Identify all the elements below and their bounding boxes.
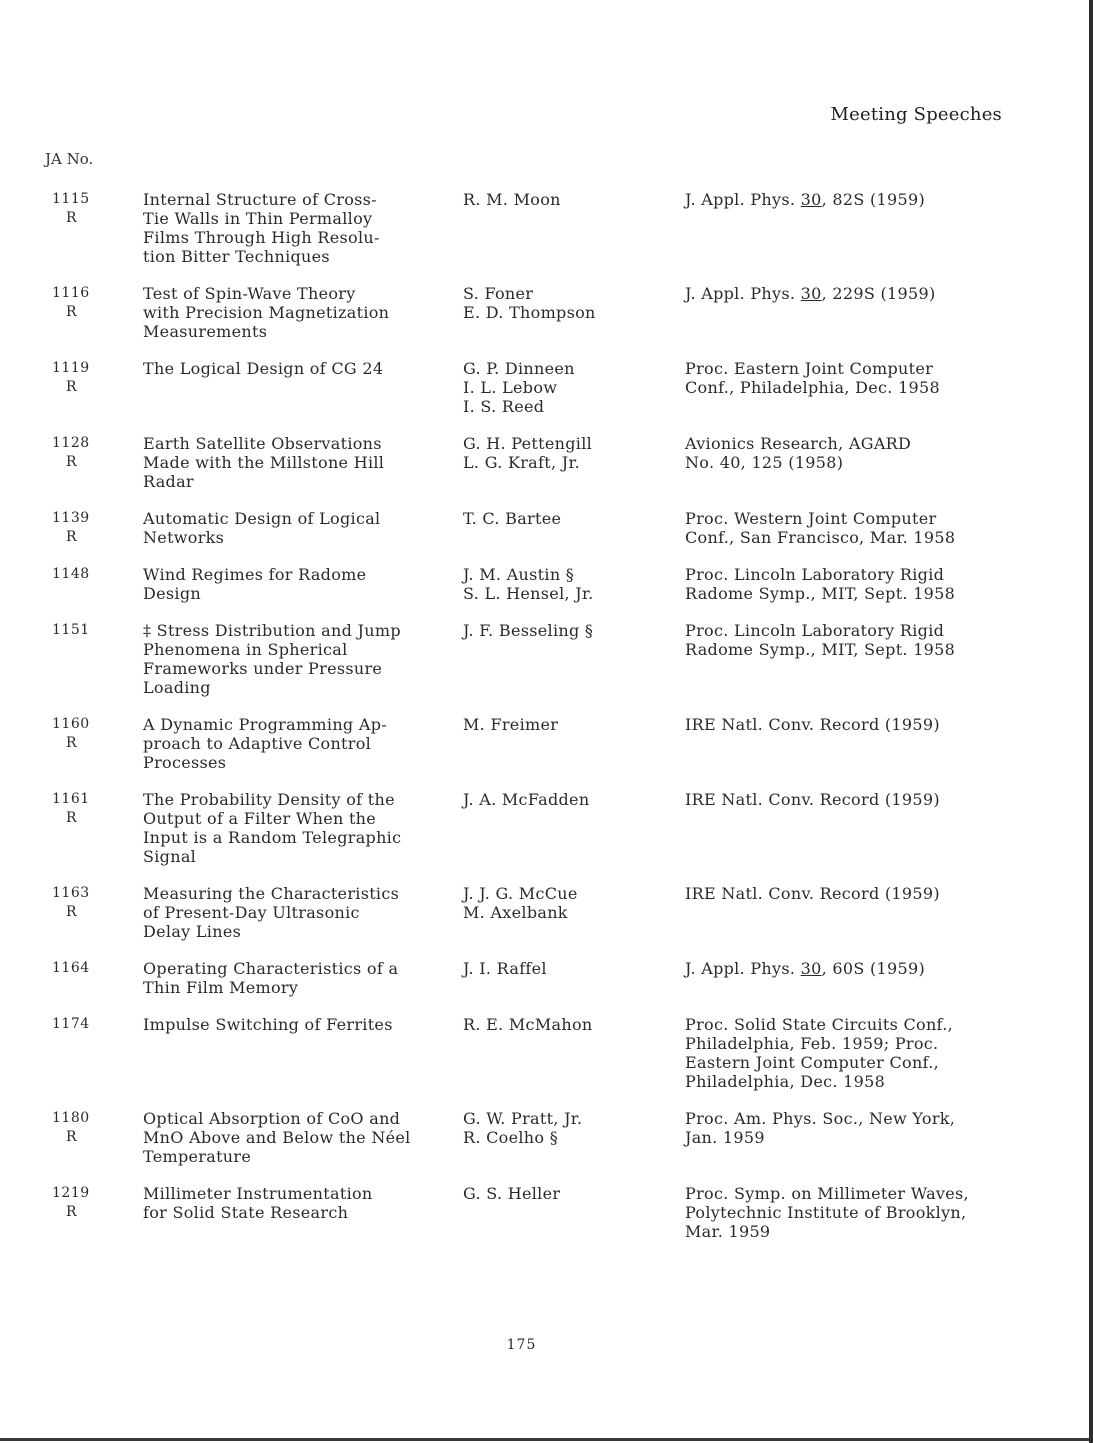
title-line: Output of a Filter When the	[143, 809, 377, 828]
speech-authors	[462, 190, 685, 266]
reference-line	[685, 284, 1015, 303]
author-name: I. S. Reed	[463, 397, 545, 416]
title-line: with Precision Magnetization	[143, 303, 390, 322]
title-line: Tie Walls in Thin Permalloy	[143, 209, 373, 228]
author-name: R. M. Moon	[463, 190, 561, 209]
speech-authors	[462, 509, 685, 547]
speech-reference	[685, 509, 1015, 547]
speech-title	[140, 621, 462, 697]
ja-number-cell	[0, 565, 140, 603]
speech-reference	[685, 359, 1015, 416]
author-name: S. L. Hensel, Jr.	[463, 584, 594, 603]
list-item	[0, 284, 1093, 341]
ja-number: 1163	[52, 885, 90, 901]
reference-line	[685, 359, 1015, 378]
title-line: Measuring the Characteristics	[143, 884, 400, 903]
author-name: G. W. Pratt, Jr.	[463, 1109, 583, 1128]
list-item	[0, 1015, 1093, 1091]
author-name: R. E. McMahon	[463, 1015, 593, 1034]
list-item	[0, 359, 1093, 416]
reference-line	[685, 565, 1015, 584]
author-name: J. F. Besseling §	[463, 621, 594, 640]
speech-authors	[462, 1184, 685, 1241]
title-line: Millimeter Instrumentation	[143, 1184, 373, 1203]
speech-reference	[685, 790, 1015, 866]
author-name: L. G. Kraft, Jr.	[463, 453, 581, 472]
speech-reference	[685, 1109, 1015, 1166]
list-item	[0, 884, 1093, 941]
list-item	[0, 565, 1093, 603]
reference-text: J. Appl. Phys.	[685, 190, 801, 209]
column-label-ja-no: JA No.	[45, 150, 94, 168]
speech-title	[140, 284, 462, 341]
speech-title	[140, 715, 462, 772]
reference-text: Avionics Research, AGARD	[685, 434, 912, 453]
author-name: R. Coelho §	[463, 1128, 559, 1147]
ja-suffix: R	[66, 529, 78, 545]
title-line: Films Through High Resolu-	[143, 228, 380, 247]
list-item	[0, 434, 1093, 491]
author-name: S. Foner	[463, 284, 534, 303]
speech-reference	[685, 715, 1015, 772]
reference-text: No. 40, 125 (1958)	[685, 453, 844, 472]
title-line: Test of Spin-Wave Theory	[143, 284, 356, 303]
author-name: J. A. McFadden	[463, 790, 590, 809]
reference-line	[685, 378, 1015, 397]
volume-number: 30	[800, 959, 822, 978]
scan-edge	[1089, 0, 1093, 1443]
page-number: 175	[506, 1337, 537, 1353]
volume-number: 30	[800, 190, 822, 209]
reference-text: Proc. Western Joint Computer	[685, 509, 937, 528]
reference-pages: , 60S (1959)	[821, 959, 926, 978]
title-line: Loading	[143, 678, 211, 697]
reference-text: IRE Natl. Conv. Record (1959)	[685, 790, 940, 809]
ja-number-cell	[0, 1184, 140, 1241]
speech-title	[140, 190, 462, 266]
speech-reference	[685, 621, 1015, 697]
title-line: MnO Above and Below the Néel	[143, 1128, 411, 1147]
ja-number-cell	[0, 509, 140, 547]
list-item	[0, 959, 1093, 997]
reference-line	[685, 434, 1015, 453]
ja-number-cell	[0, 1109, 140, 1166]
author-name: M. Axelbank	[463, 903, 568, 922]
reference-text: Conf., Philadelphia, Dec. 1958	[685, 378, 940, 397]
speech-reference	[685, 1184, 1015, 1241]
reference-line	[685, 884, 1015, 903]
list-item	[0, 509, 1093, 547]
reference-line	[685, 190, 1015, 209]
title-line: Optical Absorption of CoO and	[143, 1109, 401, 1128]
reference-line	[685, 1053, 1015, 1072]
reference-text: Radome Symp., MIT, Sept. 1958	[685, 640, 956, 659]
ja-suffix: R	[66, 904, 78, 920]
speech-authors	[462, 959, 685, 997]
title-line: Automatic Design of Logical	[143, 509, 381, 528]
reference-text: Eastern Joint Computer Conf.,	[685, 1053, 939, 1072]
title-line: Phenomena in Spherical	[143, 640, 348, 659]
list-item	[0, 621, 1093, 697]
bottom-rule	[0, 1438, 1093, 1441]
speech-authors	[462, 884, 685, 941]
ja-number-cell	[0, 1015, 140, 1091]
reference-text: Radome Symp., MIT, Sept. 1958	[685, 584, 956, 603]
ja-number: 1139	[52, 510, 90, 526]
author-name: J. I. Raffel	[463, 959, 547, 978]
author-name: I. L. Lebow	[463, 378, 558, 397]
list-item	[0, 715, 1093, 772]
ja-number: 1148	[52, 566, 90, 582]
section-title: Meeting Speeches	[830, 104, 1002, 125]
reference-text: IRE Natl. Conv. Record (1959)	[685, 715, 940, 734]
reference-line	[685, 1109, 1015, 1128]
reference-pages: , 229S (1959)	[821, 284, 936, 303]
speech-title	[140, 1109, 462, 1166]
author-name: G. S. Heller	[463, 1184, 561, 1203]
title-line: Internal Structure of Cross-	[143, 190, 377, 209]
ja-number: 1160	[52, 716, 90, 732]
reference-line	[685, 1128, 1015, 1147]
speech-title	[140, 359, 462, 416]
reference-text: Proc. Am. Phys. Soc., New York,	[685, 1109, 956, 1128]
reference-text: Philadelphia, Dec. 1958	[685, 1072, 886, 1091]
reference-text: Proc. Lincoln Laboratory Rigid	[685, 565, 945, 584]
ja-number: 1128	[52, 435, 90, 451]
ja-number: 1116	[52, 285, 90, 301]
title-line: tion Bitter Techniques	[143, 247, 330, 266]
reference-text: Proc. Solid State Circuits Conf.,	[685, 1015, 953, 1034]
ja-number: 1115	[52, 191, 90, 207]
ja-number: 1180	[52, 1110, 90, 1126]
ja-number-cell	[0, 884, 140, 941]
reference-text: J. Appl. Phys.	[685, 284, 801, 303]
ja-suffix: R	[66, 1129, 78, 1145]
speech-reference	[685, 565, 1015, 603]
ja-number-cell	[0, 790, 140, 866]
author-name: E. D. Thompson	[463, 303, 596, 322]
speech-authors	[462, 1109, 685, 1166]
speech-reference	[685, 1015, 1015, 1091]
reference-text: Mar. 1959	[685, 1222, 771, 1241]
speech-title	[140, 790, 462, 866]
ja-number: 1164	[52, 960, 90, 976]
reference-line	[685, 453, 1015, 472]
title-line: Wind Regimes for Radome	[143, 565, 367, 584]
author-name: M. Freimer	[463, 715, 559, 734]
speech-title	[140, 565, 462, 603]
reference-line	[685, 1034, 1015, 1053]
ja-suffix: R	[66, 379, 78, 395]
title-line: A Dynamic Programming Ap-	[143, 715, 387, 734]
title-line: Design	[143, 584, 201, 603]
reference-text: J. Appl. Phys.	[685, 959, 801, 978]
title-line: for Solid State Research	[143, 1203, 349, 1222]
title-line: Temperature	[143, 1147, 252, 1166]
ja-number-cell	[0, 959, 140, 997]
title-line: ‡ Stress Distribution and Jump	[143, 621, 401, 640]
title-line: Processes	[143, 753, 227, 772]
ja-number-cell	[0, 190, 140, 266]
ja-number-cell	[0, 359, 140, 416]
reference-line	[685, 509, 1015, 528]
reference-text: Proc. Eastern Joint Computer	[685, 359, 934, 378]
author-name: J. M. Austin §	[463, 565, 575, 584]
reference-text: Proc. Symp. on Millimeter Waves,	[685, 1184, 969, 1203]
reference-line	[685, 1222, 1015, 1241]
ja-number: 1119	[52, 360, 90, 376]
speech-authors	[462, 790, 685, 866]
author-name: G. H. Pettengill	[463, 434, 593, 453]
reference-line	[685, 715, 1015, 734]
title-line: Signal	[143, 847, 197, 866]
title-line: Networks	[143, 528, 225, 547]
author-name: G. P. Dinneen	[463, 359, 575, 378]
title-line: Impulse Switching of Ferrites	[143, 1015, 393, 1034]
speech-title	[140, 434, 462, 491]
speech-authors	[462, 434, 685, 491]
ja-suffix: R	[66, 210, 78, 226]
title-line: Earth Satellite Observations	[143, 434, 382, 453]
reference-text: Jan. 1959	[685, 1128, 765, 1147]
list-item	[0, 190, 1093, 266]
reference-text: IRE Natl. Conv. Record (1959)	[685, 884, 940, 903]
ja-number-cell	[0, 715, 140, 772]
title-line: Radar	[143, 472, 194, 491]
reference-line	[685, 584, 1015, 603]
list-item	[0, 1184, 1093, 1241]
ja-suffix: R	[66, 1204, 78, 1220]
speech-reference	[685, 884, 1015, 941]
reference-text: Proc. Lincoln Laboratory Rigid	[685, 621, 945, 640]
speech-authors	[462, 359, 685, 416]
speech-authors	[462, 715, 685, 772]
list-item	[0, 790, 1093, 866]
ja-number-cell	[0, 434, 140, 491]
author-name: T. C. Bartee	[463, 509, 562, 528]
speech-title	[140, 509, 462, 547]
volume-number: 30	[800, 284, 822, 303]
reference-text: Philadelphia, Feb. 1959; Proc.	[685, 1034, 939, 1053]
title-line: Thin Film Memory	[143, 978, 299, 997]
reference-line	[685, 1072, 1015, 1091]
reference-line	[685, 1015, 1015, 1034]
title-line: Operating Characteristics of a	[143, 959, 399, 978]
speech-authors	[462, 621, 685, 697]
speech-list	[0, 190, 1093, 1259]
speech-authors	[462, 284, 685, 341]
reference-line	[685, 621, 1015, 640]
reference-line	[685, 790, 1015, 809]
ja-number: 1174	[52, 1016, 90, 1032]
speech-authors	[462, 1015, 685, 1091]
ja-number: 1161	[52, 791, 90, 807]
speech-title	[140, 959, 462, 997]
speech-reference	[685, 434, 1015, 491]
reference-line	[685, 640, 1015, 659]
reference-text: Polytechnic Institute of Brooklyn,	[685, 1203, 967, 1222]
list-item	[0, 1109, 1093, 1166]
reference-pages: , 82S (1959)	[821, 190, 926, 209]
title-line: Input is a Random Telegraphic	[143, 828, 402, 847]
ja-number-cell	[0, 284, 140, 341]
speech-reference	[685, 959, 1015, 997]
speech-authors	[462, 565, 685, 603]
reference-line	[685, 1203, 1015, 1222]
ja-suffix: R	[66, 454, 78, 470]
title-line: Frameworks under Pressure	[143, 659, 383, 678]
title-line: The Probability Density of the	[143, 790, 395, 809]
ja-number-cell	[0, 621, 140, 697]
author-name: J. J. G. McCue	[463, 884, 578, 903]
ja-suffix: R	[66, 304, 78, 320]
reference-line	[685, 1184, 1015, 1203]
speech-title	[140, 1015, 462, 1091]
ja-number: 1219	[52, 1185, 90, 1201]
speech-reference	[685, 284, 1015, 341]
title-line: Delay Lines	[143, 922, 242, 941]
title-line: proach to Adaptive Control	[143, 734, 372, 753]
reference-line	[685, 528, 1015, 547]
speech-title	[140, 1184, 462, 1241]
speech-title	[140, 884, 462, 941]
title-line: of Present-Day Ultrasonic	[143, 903, 360, 922]
speech-reference	[685, 190, 1015, 266]
title-line: The Logical Design of CG 24	[143, 359, 384, 378]
ja-number: 1151	[52, 622, 90, 638]
ja-suffix: R	[66, 810, 78, 826]
reference-line	[685, 959, 1015, 978]
title-line: Measurements	[143, 322, 268, 341]
ja-suffix: R	[66, 735, 78, 751]
title-line: Made with the Millstone Hill	[143, 453, 385, 472]
reference-text: Conf., San Francisco, Mar. 1958	[685, 528, 956, 547]
